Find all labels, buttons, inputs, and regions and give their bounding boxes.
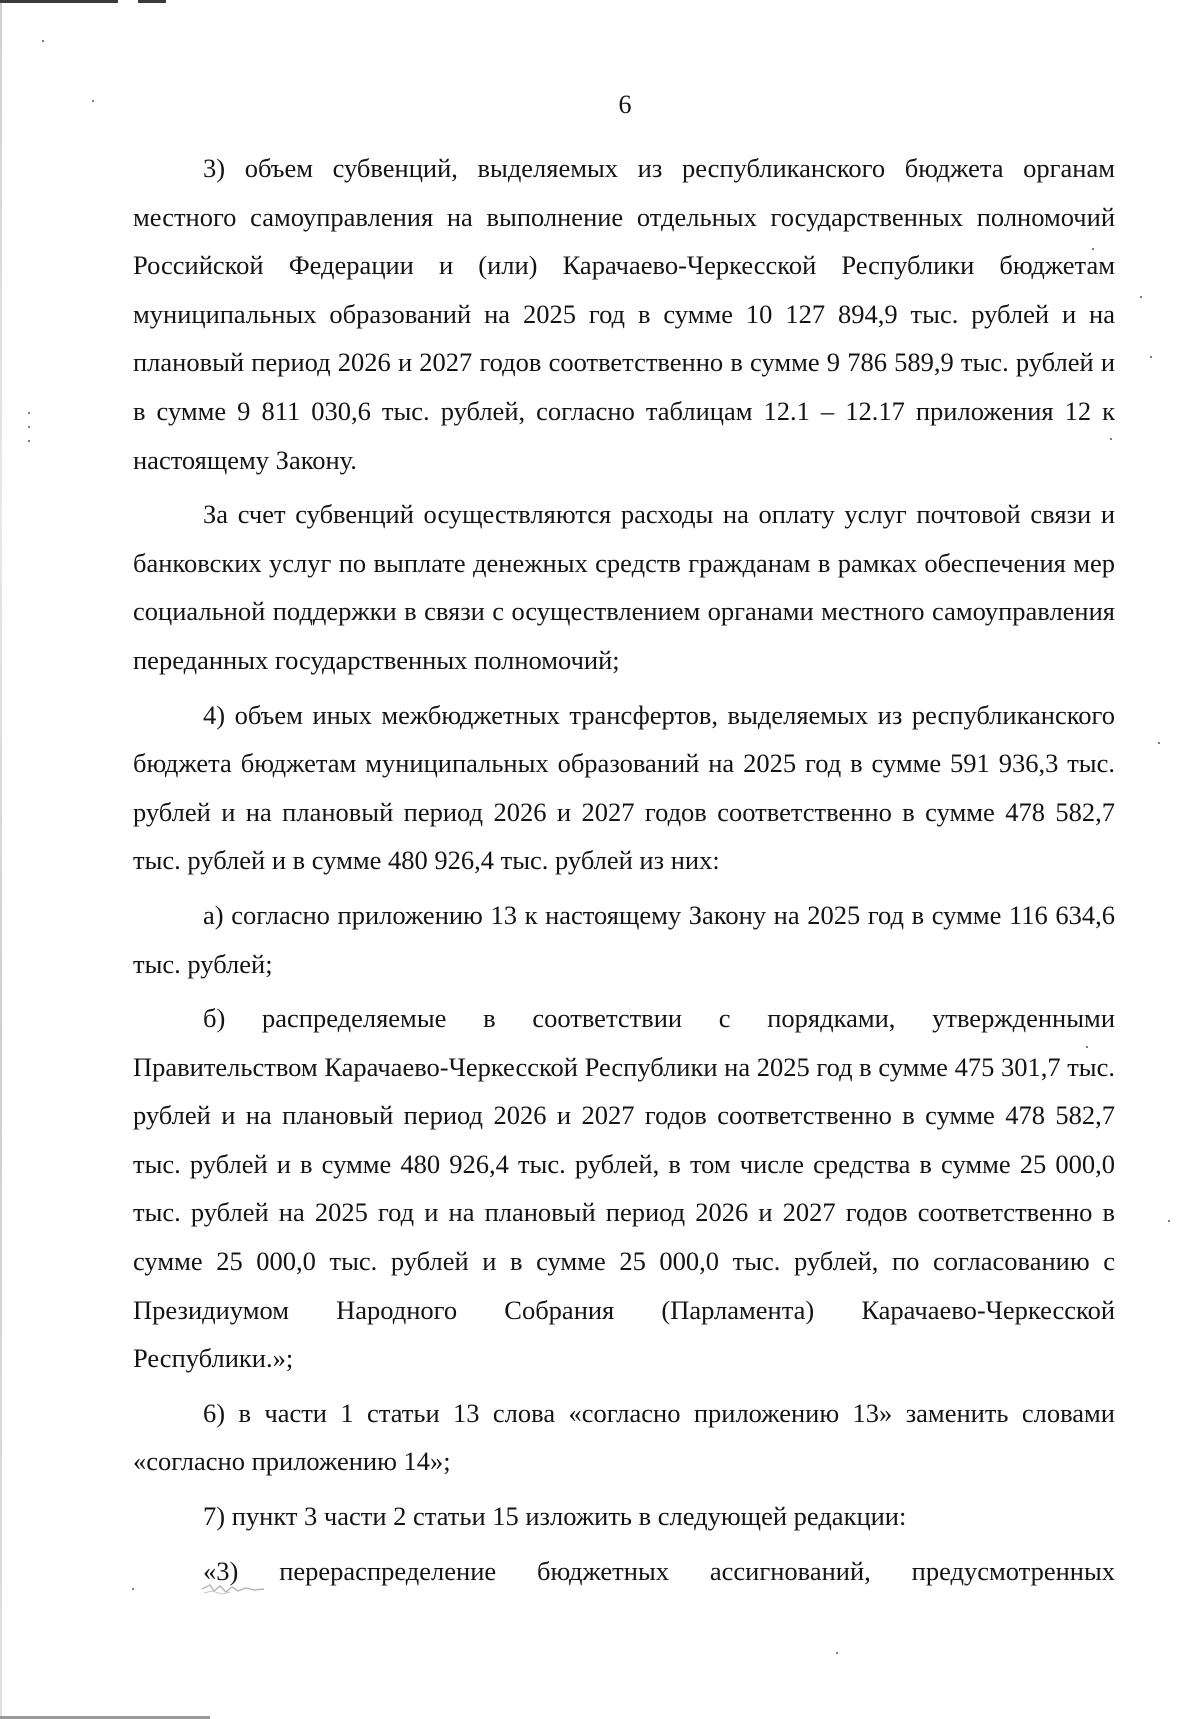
scan-left-edge <box>0 0 2 1719</box>
paragraph-item-3-redistribution: «3) перераспределение бюджетных ассигнований, предусмотренных <box>203 1555 1115 1586</box>
scan-artifact-top <box>0 0 118 3</box>
paragraph-subitem-b: б) распределяемые в соответствии с порядками, утвержденными Правительством Карачаево-Черкесской Республики на 2025 год в сумме 475 301,7 тыс. рублей и на плановый период 2026 и 2027 годов соответственно в сумме 478 582,7 тыс. рублей и в сумме 480 926,4 тыс. рублей, в том числе средства в сумме 25 000,0 тыс. рублей на 2025 год и на плановый период 2026 и 2027 годов соответственно в сумме 25 000,0 тыс. рублей и в сумме 25 000,0 тыс. рублей, по согласованию с Президиумом Народного Собрания (Парламента) Карачаево-Черкесской Республики.»; <box>133 1003 1115 1374</box>
scan-dot <box>42 40 44 42</box>
paragraph-item-3-subventions: 3) объем субвенций, выделяемых из республиканского бюджета органам местного самоуправления на выполнение отдельных государственных полномочий Российской Федерации и (или) Карачаево-Черкесской Республики бюджетам муниципальных образований на 2025 год в сумме 10 127 894,9 тыс. рублей и на плановый период 2026 и 2027 годов соответственно в сумме 9 786 589,9 тыс. рублей и в сумме 9 811 030,6 тыс. рублей, согласно таблицам 12.1 – 12.17 приложения 12 к настоящему Закону. <box>133 153 1115 475</box>
document-body <box>133 144 1115 1595</box>
paragraph-item-6: 6) в части 1 статьи 13 слова «согласно приложению 13» заменить словами «согласно приложению 14»; <box>133 1397 1115 1477</box>
scan-dot <box>836 1652 838 1654</box>
paragraph-subitem-a: а) согласно приложению 13 к настоящему Закону на 2025 год в сумме 116 634,6 тыс. рублей; <box>133 899 1115 979</box>
scan-dot <box>28 440 30 442</box>
paragraph-subvention-expenses: За счет субвенций осуществляются расходы на оплату услуг почтовой связи и банковских услуг по выплате денежных средств гражданам в рамках обеспечения мер социальной поддержки в связи с осуществлением органами местного самоуправления переданных государственных полномочий; <box>133 499 1115 675</box>
page-number: 6 <box>618 90 632 119</box>
scan-dot <box>1150 356 1152 358</box>
scan-dot <box>28 412 30 414</box>
paragraph-item-7: 7) пункт 3 части 2 статьи 15 изложить в следующей редакции: <box>203 1501 907 1532</box>
scan-dot <box>28 426 30 428</box>
scan-dot <box>1140 296 1142 298</box>
scan-dot <box>1168 1220 1170 1222</box>
scan-dot <box>1158 742 1160 744</box>
paragraph-item-4-transfers: 4) объем иных межбюджетных трансфертов, выделяемых из республиканского бюджета бюджетам муниципальных образований на 2025 год в сумме 591 936,3 тыс. рублей и на плановый период 2026 и 2027 годов соответственно в сумме 478 582,7 тыс. рублей и в сумме 480 926,4 тыс. рублей из них: <box>133 699 1115 876</box>
scan-artifact-top-short <box>138 0 166 3</box>
